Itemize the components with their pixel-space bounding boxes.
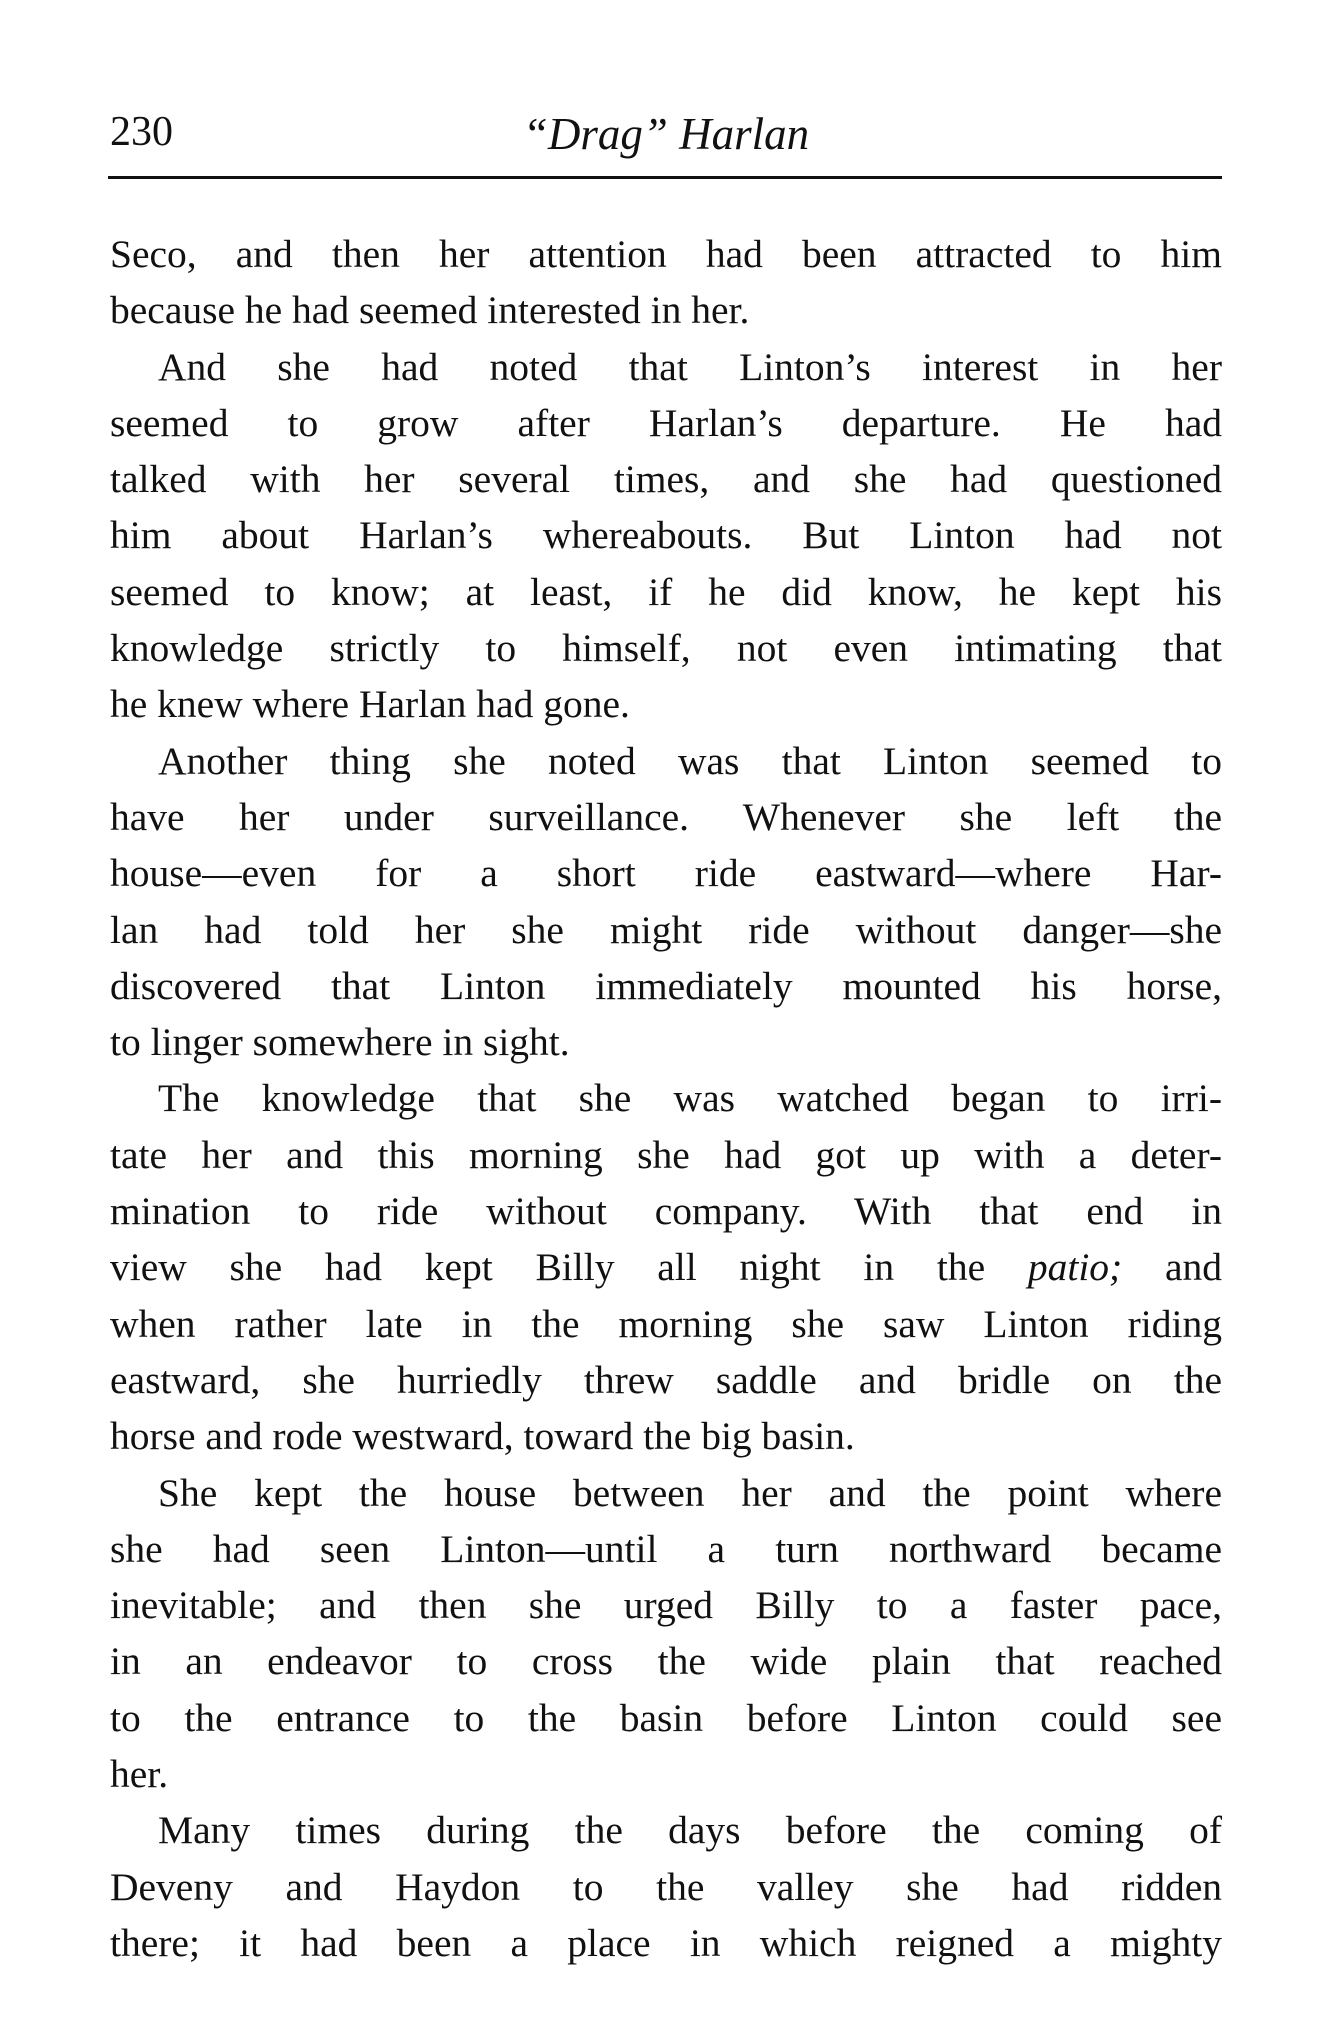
text-line: when rather late in the morning she saw Linton riding (110, 1301, 1222, 1346)
text-line: And she had noted that Linton’s interest in her (158, 344, 1222, 389)
text-line: Many times during the days before the coming of (158, 1808, 1222, 1853)
text-line: to linger somewhere in sight. (110, 1020, 570, 1065)
text-line (110, 1239, 1222, 1295)
text-line: seemed to know; at least, if he did know, he kept his (110, 569, 1222, 614)
text-line: seemed to grow after Harlan’s departure. He had (110, 400, 1222, 445)
text-line: him about Harlan’s whereabouts. But Linton had not (110, 513, 1222, 558)
text-line: Another thing she noted was that Linton seemed to (158, 738, 1222, 783)
text-line: horse and rode westward, toward the big basin. (110, 1414, 855, 1459)
text-line: there; it had been a place in which reigned a mighty (110, 1920, 1222, 1965)
body-text (110, 226, 1222, 1971)
text-line: she had seen Linton—until a turn northward became (110, 1526, 1222, 1571)
header-rule (108, 176, 1222, 179)
text-line: he knew where Harlan had gone. (110, 682, 630, 727)
text-line: She kept the house between her and the point where (158, 1470, 1222, 1515)
text-line: talked with her several times, and she had questioned (110, 457, 1222, 502)
text-line: mination to ride without company. With that end in (110, 1189, 1222, 1234)
text-line: because he had seemed interested in her. (110, 288, 750, 333)
text-line: to the entrance to the basin before Linton could see (110, 1695, 1222, 1740)
text-line: tate her and this morning she had got up with a deter- (110, 1132, 1222, 1177)
text-line: in an endeavor to cross the wide plain that reached (110, 1639, 1222, 1684)
running-title: “Drag” Harlan (522, 109, 810, 159)
text-line: inevitable; and then she urged Billy to a faster pace, (110, 1583, 1222, 1628)
text-line: her. (110, 1752, 169, 1797)
text-line: knowledge strictly to himself, not even intimating that (110, 626, 1222, 671)
text-line: have her under surveillance. Whenever she left the (110, 794, 1222, 839)
running-head (110, 108, 1222, 170)
text-line: lan had told her she might ride without danger—she (110, 907, 1222, 952)
text-segment: and (1122, 1245, 1222, 1290)
text-line: discovered that Linton immediately mounted his horse, (110, 963, 1222, 1008)
text-line: house—even for a short ride eastward—where Har- (110, 851, 1222, 896)
italic-word: patio; (1027, 1245, 1123, 1290)
page-number: 230 (110, 109, 173, 155)
text-segment: view she had kept Billy all night in the (110, 1245, 1028, 1290)
text-line: Seco, and then her attention had been attracted to him (110, 232, 1222, 276)
text-line: Deveny and Haydon to the valley she had ridden (110, 1864, 1222, 1909)
text-line: The knowledge that she was watched began to irri- (158, 1076, 1222, 1121)
text-line: eastward, she hurriedly threw saddle and bridle on the (110, 1357, 1222, 1402)
